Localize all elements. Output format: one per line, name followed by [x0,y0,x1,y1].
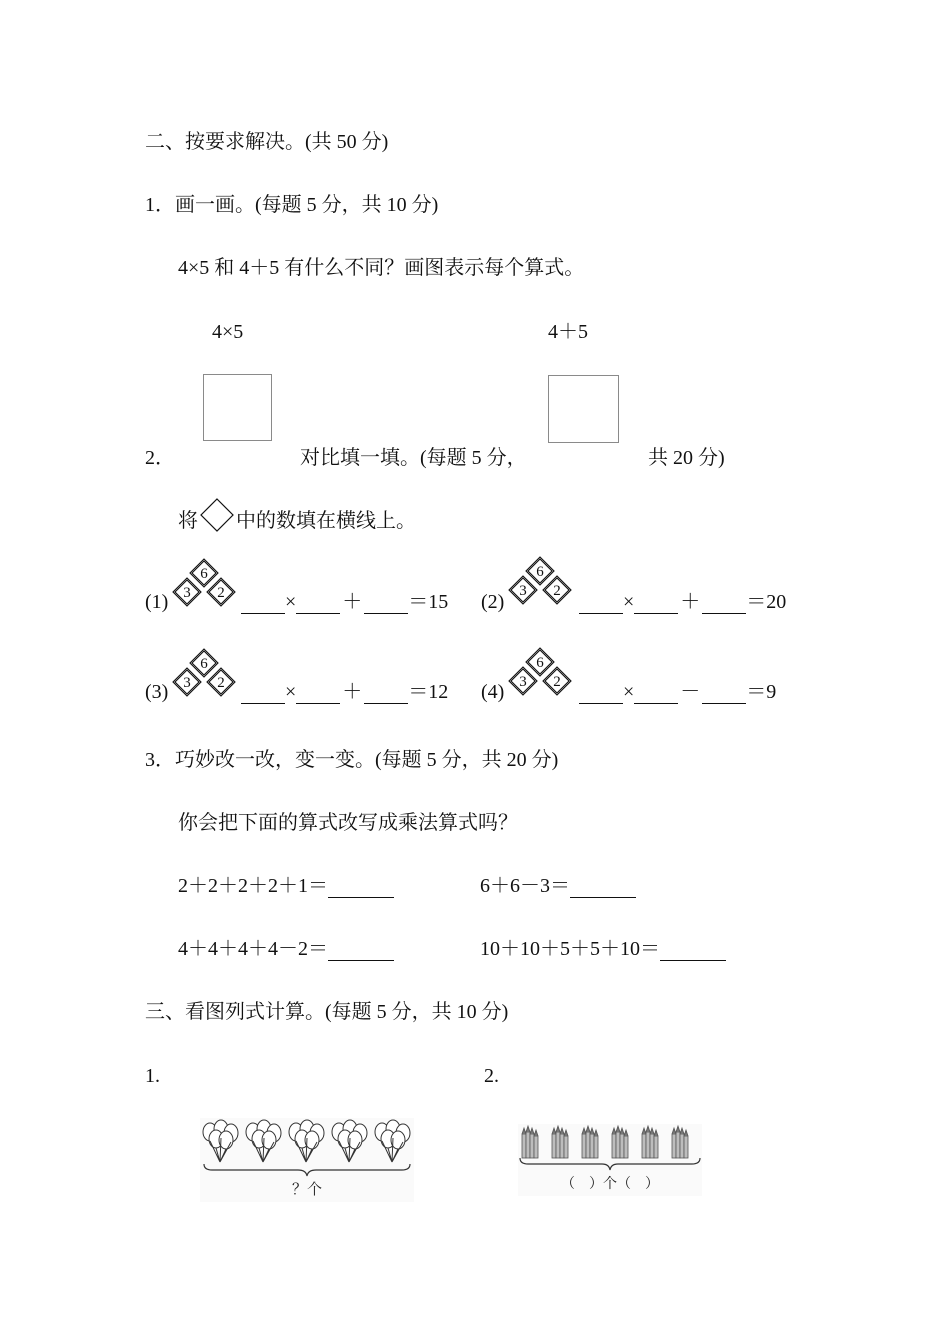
diamond-number-left: 3 [183,585,191,601]
q3-expr-4 [480,937,726,961]
answer-blank[interactable] [328,879,394,898]
number-diamonds-2 [506,556,574,608]
pencil-bundle-icon [582,1126,598,1158]
q3-expr-2 [480,874,636,898]
diamond-icon [199,497,235,533]
balloons-caption: ？个 [291,1182,323,1198]
diamond-number-left: 3 [183,675,191,691]
q2-title-b: 共 20 分) [648,447,725,469]
operator: × [285,591,297,613]
q1-expr-left: 4×5 [212,321,244,343]
q1-prompt: 4×5 和 4＋5 有什么不同？画图表示每个算式。 [178,257,585,279]
operator: × [623,591,635,613]
diamond-number-right: 2 [553,674,561,690]
operator: ＋ [680,591,701,613]
answer-blank[interactable] [570,879,636,898]
q3-expr-1 [178,874,394,898]
result: ＝20 [746,591,787,613]
balloons-picture [198,1118,416,1202]
pencil-bundle-icon [672,1126,688,1158]
expression: 6＋6－3＝ [480,875,570,897]
q2-item-3-equation [241,680,448,704]
answer-blank[interactable] [634,595,678,614]
number-diamonds-3 [170,648,238,700]
pencil-bundle-icon [522,1126,538,1158]
q2-number: 2． [145,447,175,469]
drawing-box-right[interactable] [548,375,619,443]
drawing-box-left[interactable] [203,374,272,441]
answer-blank[interactable] [296,685,340,704]
answer-blank[interactable] [579,595,623,614]
pencil-bundle-icon [642,1126,658,1158]
pencil-bundle-icon [612,1126,628,1158]
q2-prompt-b: 中的数填在横线上。 [236,510,416,532]
result: ＝12 [408,681,449,703]
answer-blank[interactable] [702,685,746,704]
answer-blank[interactable] [660,942,726,961]
s3-p2-number: 2. [484,1065,499,1087]
result: ＝15 [408,591,449,613]
section-3-heading: 三、看图列式计算。(每题 5 分，共 10 分) [145,1001,509,1023]
number-diamonds-4 [506,647,574,699]
q1-expr-right: 4＋5 [548,321,588,343]
pencils-caption: （ ）个（ ） [561,1177,659,1192]
diamond-number-left: 3 [519,674,527,690]
diamond-number-top: 6 [200,656,208,672]
q2-title-a: 对比填一填。(每题 5 分， [300,447,527,469]
diamond-number-right: 2 [217,675,225,691]
answer-blank[interactable] [634,685,678,704]
operator: × [285,681,297,703]
operator: ＋ [342,591,363,613]
pencils-picture [516,1124,704,1196]
expression: 2＋2＋2＋2＋1＝ [178,875,328,897]
answer-blank[interactable] [702,595,746,614]
operator: ＋ [342,681,363,703]
answer-blank[interactable] [296,595,340,614]
answer-blank[interactable] [579,685,623,704]
section-2-heading: 二、按要求解决。(共 50 分) [145,131,389,153]
diamond-number-top: 6 [536,564,544,580]
result: ＝9 [746,681,777,703]
number-diamonds-1 [170,558,238,610]
q2-item-3-label: (3) [145,681,169,703]
q2-item-2-equation [579,590,786,614]
answer-blank[interactable] [241,595,285,614]
q2-item-2-label: (2) [481,591,505,613]
q1-title: 1．画一画。(每题 5 分，共 10 分) [145,194,439,216]
expression: 10＋10＋5＋5＋10＝ [480,938,660,960]
answer-blank[interactable] [364,685,408,704]
answer-blank[interactable] [241,685,285,704]
q2-prompt-a: 将 [178,510,198,532]
answer-blank[interactable] [364,595,408,614]
diamond-number-top: 6 [200,566,208,582]
answer-blank[interactable] [328,942,394,961]
s3-p1-number: 1. [145,1065,160,1087]
pencil-bundle-icon [552,1126,568,1158]
q3-prompt: 你会把下面的算式改写成乘法算式吗？ [178,812,518,834]
q3-title: 3．巧妙改一改，变一变。(每题 5 分，共 20 分) [145,749,559,771]
q2-item-4-equation [579,680,776,704]
expression: 4＋4＋4＋4－2＝ [178,938,328,960]
diamond-number-right: 2 [553,583,561,599]
diamond-number-left: 3 [519,583,527,599]
operator: － [680,681,701,703]
diamond-number-right: 2 [217,585,225,601]
q2-item-4-label: (4) [481,681,505,703]
q2-item-1-label: (1) [145,591,169,613]
operator: × [623,681,635,703]
q3-expr-3 [178,937,394,961]
q2-item-1-equation [241,590,448,614]
diamond-number-top: 6 [536,655,544,671]
